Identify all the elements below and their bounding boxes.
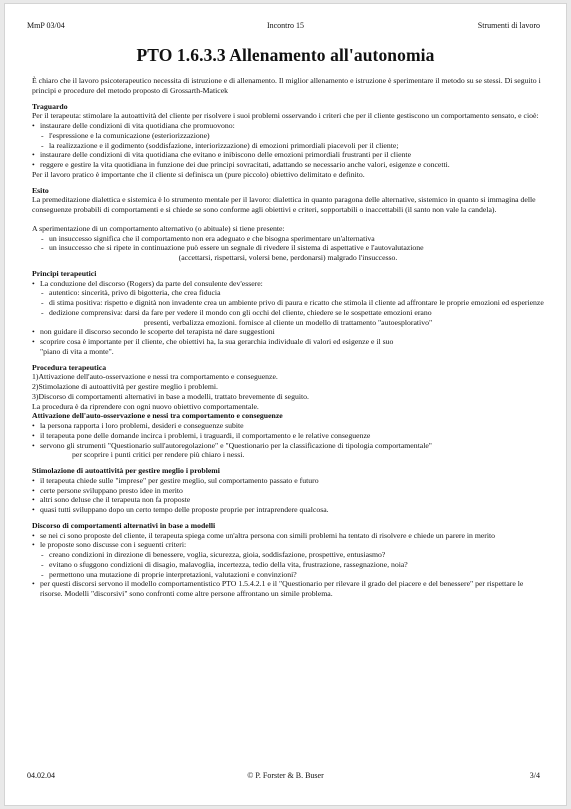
list-item-continuation: per scoprire i punti critici per rendere più chiaro i nessi. (72, 450, 245, 460)
page-footer (5, 771, 566, 783)
procedura-step-1: 1)Attivazione dell'auto-osservazione e nessi tra comportamento e conseguenze. (32, 372, 278, 382)
list-item: • certe persone sviluppano presto idee in merito (32, 486, 544, 496)
procedura-heading: Procedura terapeutica (32, 362, 107, 372)
list-item: - evitano o sfuggono condizioni di disagio, malavoglia, incertezza, tedio della vita, frustrazione, rassegnazione, noia? (32, 560, 544, 570)
list-item: • instaurare delle condizioni di vita quotidiana che evitano e inibiscono delle emozioni primordiali frustranti per il cliente (32, 150, 544, 160)
list-item: - dedizione comprensiva: darsi da fare per vedere il mondo con gli occhi del cliente, chiedere se le sospettate emozioni erano (32, 308, 544, 318)
discorso-heading: Discorso di comportamenti alternativi in base a modelli (32, 520, 216, 530)
page-header (5, 21, 566, 33)
list-item-continuation: "piano di vita a monte". (40, 346, 114, 356)
list-item: - la realizzazione e il godimento (soddisfazione, interiorizzazione) di emozioni primordiali piacevoli per il cliente; (32, 141, 544, 151)
procedura-note: La procedura è da riprendere con ogni nuovo obiettivo comportamentale. (32, 401, 259, 411)
attivazione-heading: Attivazione dell'auto-osservazione e nessi tra comportamento e conseguenze (32, 411, 283, 421)
esito-heading: Esito (32, 185, 49, 195)
list-item: • il terapeuta chiede sulle "imprese" per gestire meglio, sul comportamento passato e futuro (32, 476, 544, 486)
list-item: - l'espressione e la comunicazione (esteriorizzazione) (32, 131, 544, 141)
list-item: • per questi discorsi servono il modello comportamentistico PTO 1.5.4.2.1 e il "Questionario per rilevare il grado del piacere e del benessere" per rispettare le risorse. Modelli "discorsivi" sono confronti come altre persone affrontano un simile problema. (32, 579, 544, 599)
list-item: • quasi tutti sviluppano dopo un certo tempo delle proposte proprie per intraprendere qualcosa. (32, 505, 544, 515)
list-item: • se nei ci sono proposte del cliente, il terapeuta spiega come un'altra persona con simili problemi ha tentato di risolvere e chiede un parere in merito (32, 531, 544, 541)
list-item: • altri sono deluse che il terapeuta non fa proposte (32, 495, 544, 505)
document-page (4, 3, 567, 806)
traguardo-heading: Traguardo (32, 101, 68, 111)
stimolazione-heading: Stimolazione di autoattività per gestire meglio i problemi (32, 466, 220, 475)
list-item: • instaurare delle condizioni di vita quotidiana che promuovono: (32, 121, 544, 131)
list-item-continuation: (accettarsi, rispettarsi, volersi bene, perdonarsi) malgrado l'insuccesso. (178, 253, 398, 262)
list-item: - di stima positiva: rispetto e dignità non invadente crea un ambiente privo di paura e ricatto che stimola il cliente ad affrontare le proprie emozioni ed esperienze (32, 298, 544, 308)
traguardo-text: Per il terapeuta: stimolare la autoattività del cliente per risolvere i suoi problemi osservando i criteri che per il cliente gestiscono un comportamento sensato, e cioè: (32, 111, 539, 121)
header-meeting: Incontro 15 (266, 21, 305, 30)
header-course: MmP 03/04 (27, 21, 65, 30)
list-item: • reggere e gestire la vita quotidiana in funzione dei due principi sovracitati, adattando se necessario anche valori, esigenze e concetti. (32, 160, 544, 170)
list-item: • La conduzione del discorso (Rogers) da parte del consulente dev'essere: (32, 279, 544, 289)
header-section: Strumenti di lavoro (477, 21, 540, 30)
list-item: • il terapeuta pone delle domande incirca i problemi, i traguardi, il comportamento e le relative conseguenze (32, 431, 544, 441)
principi-heading: Principi terapeutici (32, 268, 97, 278)
list-item: - creano condizioni in direzione di benessere, voglia, sicurezza, gioia, soddisfazione, prospettive, entusiasmo? (32, 550, 544, 560)
list-item: • scoprire cosa è importante per il cliente, che obiettivi ha, la sua gerarchia individuale di valori ed esigenze e il suo (32, 337, 544, 347)
list-item: - un insuccesso significa che il comportamento non era adeguato e che bisogna sperimentare un'alternativa (32, 234, 544, 244)
procedura-step-2: 2)Stimolazione di autoattività per gestire meglio i problemi. (32, 382, 218, 391)
list-item: • servono gli strumenti "Questionario sull'autoregolazione" e "Questionario per la classificazione di tipologia comportamentale" (32, 441, 544, 451)
list-item-continuation: presenti, verbalizza emozioni. fornisce al cliente un modello di trattamento "autoesplorativo" (143, 317, 433, 327)
traguardo-closing: Per il lavoro pratico è importante che il cliente si definisca un (pure piccolo) obiettivo delimitato e definito. (32, 169, 365, 179)
list-item: - permettono una mutazione di proprie interpretazioni, valutazioni e convinzioni? (32, 570, 544, 580)
page-title: PTO 1.6.3.3 Allenamento all'autonomia (136, 45, 435, 65)
list-item: • la persona rapporta i loro problemi, desideri e conseguenze subite (32, 421, 544, 431)
list-item: - un insuccesso che si ripete in continuazione può essere un segnale di rivedere il sistema di aspettative e l'autovalutazione (32, 243, 544, 253)
esito-text-2: A sperimentazione di un comportamento alternativo (o abituale) si tiene presente: (32, 223, 285, 233)
footer-date: 04.02.04 (27, 771, 55, 780)
esito-text: La premeditazione dialettica e sistemica è lo strumento mentale per il lavoro: dialettica in quanto paragona delle alternative, sistemico in quanto si immagina delle conseguenze probabili di comportamenti e si chiede se sono conforme agli obiettivi e criteri, sopportabili o inaccettabili (il santo non vale la candela). (32, 195, 536, 214)
footer-page-number: 3/4 (529, 771, 540, 780)
procedura-step-3: 3)Discorso di comportamenti alternativi in base a modelli, trattato brevemente di seguito. (32, 391, 309, 401)
list-item: - autentico: sincerità, privo di bigotteria, che crea fiducia (32, 288, 544, 298)
list-item: • le proposte sono discusse con i seguenti criteri: (32, 540, 544, 550)
intro-paragraph: È chiaro che il lavoro psicoterapeutico necessita di istruzione e di allenamento. Il miglior allenamento e istruzione è sperimentare il metodo su se stessi. Di seguito i principi e procedure del metodo proposto di Grossarth-Maticek (32, 76, 541, 95)
document-body (32, 76, 544, 599)
footer-copyright: © P. Forster & B. Buser (247, 771, 324, 780)
list-item: • non guidare il discorso secondo le scoperte del terapista né dare suggestioni (32, 327, 544, 337)
